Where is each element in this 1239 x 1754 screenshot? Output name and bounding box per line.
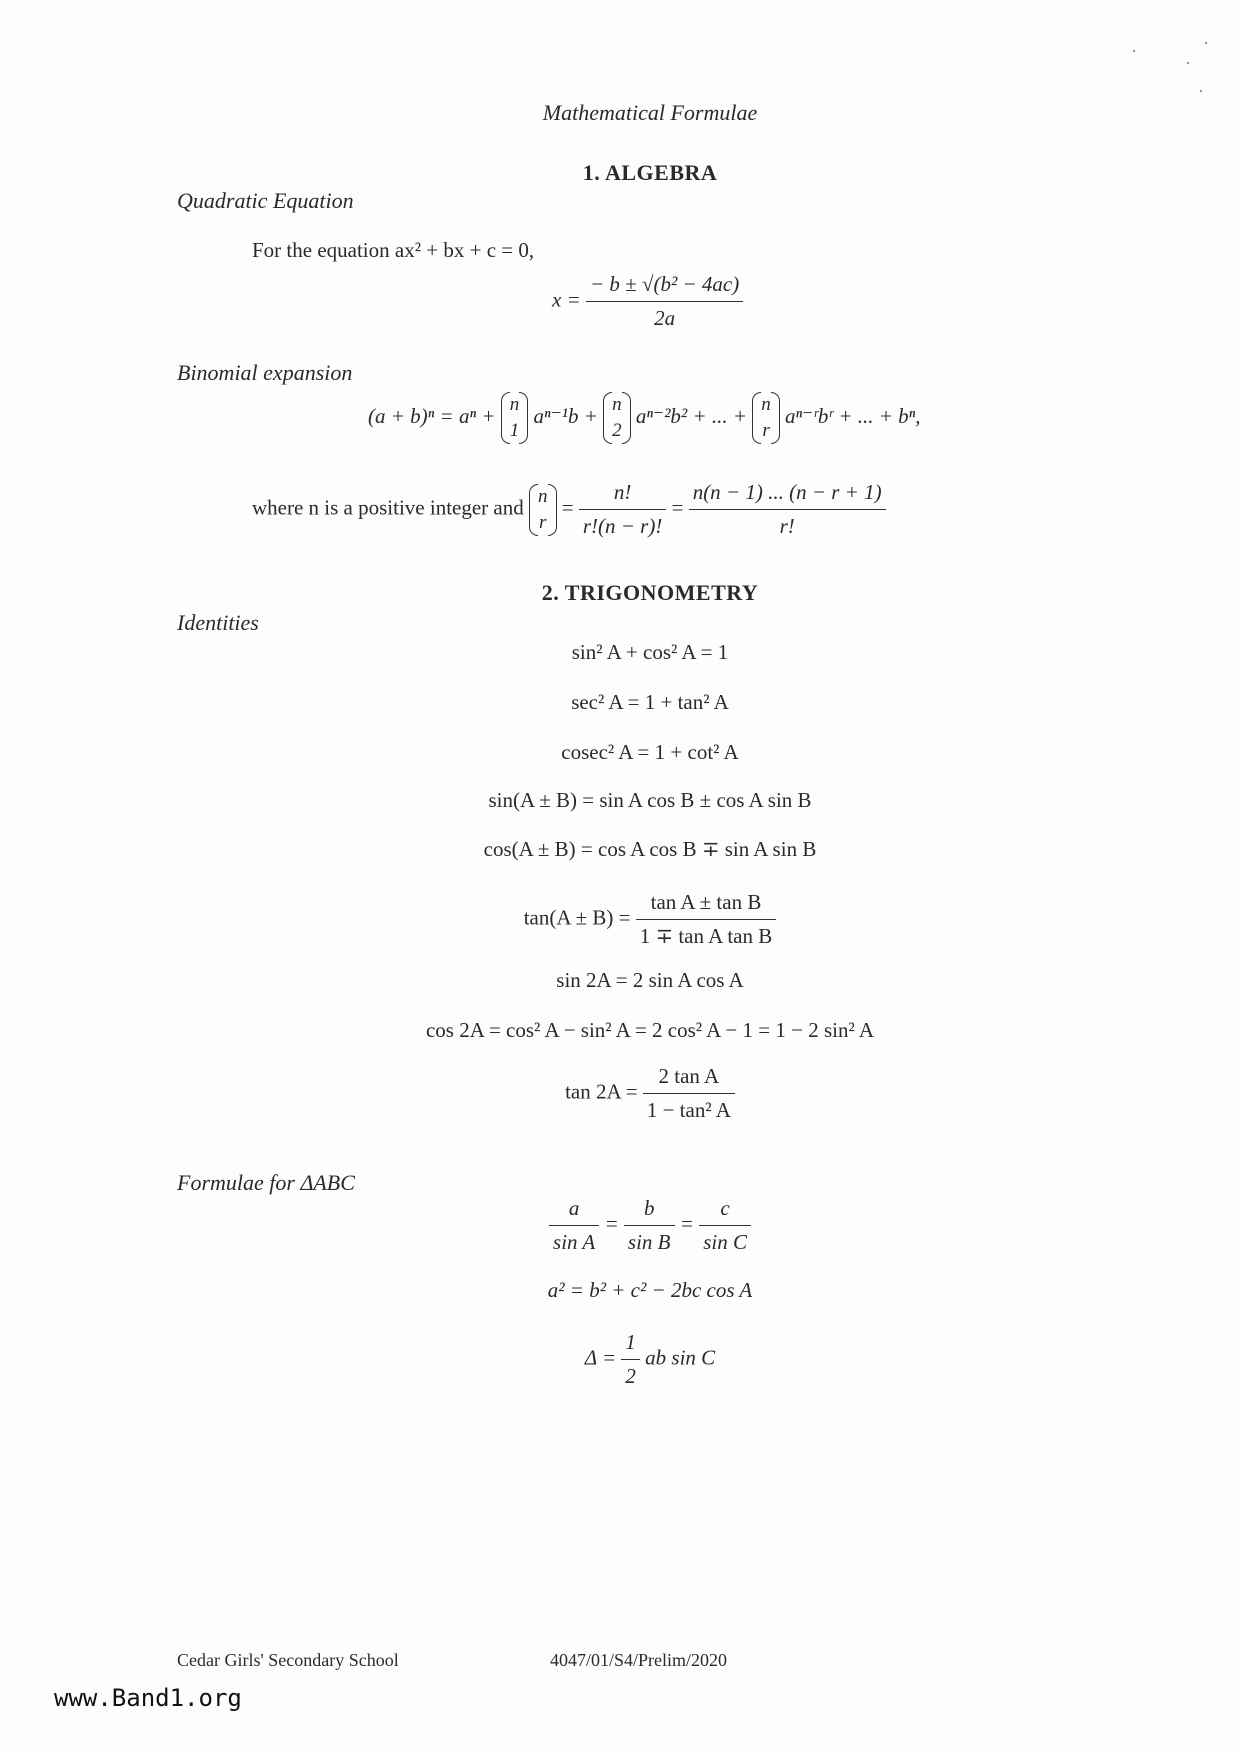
tan-double-fraction [643,1064,735,1123]
factorial-numerator: n! [579,480,667,510]
binomial-expansion [368,392,921,444]
sine-rule [0,1196,1239,1255]
factorial-denominator: r!(n − r)! [582,514,663,538]
identity-sin-double: sin 2A = 2 sin A cos A [556,968,744,992]
quadratic-numerator: − b ± √(b² − 4ac) [586,272,743,302]
footer-code: 4047/01/S4/Prelim/2020 [550,1650,728,1670]
identity-cos-sum: cos(A ± B) = cos A cos B ∓ sin A sin B [483,837,817,861]
tan-double-denominator: 1 − tan² A [646,1098,731,1122]
sine-rule-c [699,1196,751,1255]
footer-school: Cedar Girls' Secondary School [177,1650,399,1670]
tan-double-numerator: 2 tan A [643,1064,735,1094]
product-numerator: n(n − 1) ... (n − r + 1) [689,480,886,510]
binom-top: n [538,485,548,507]
quadratic-lhs: x = [552,287,581,312]
binomial-label: Binomial expansion [177,360,353,385]
binom-bottom: 2 [612,420,622,441]
sine-rule-a [549,1196,599,1255]
identity-tan-double [0,1064,1239,1123]
scan-speck [1187,62,1189,64]
area-half-num: 1 [621,1330,640,1360]
identity-sin-sum: sin(A ± B) = sin A cos B ± cos A sin B [488,788,812,812]
sine-rule-c-num: c [699,1196,751,1226]
equals-sign: = [671,495,684,520]
binom-bottom: 1 [509,420,520,441]
watermark: www.Band1.org [54,1684,242,1712]
triangle-label: Formulae for ΔABC [177,1170,355,1195]
identity-cosec: cosec² A = 1 + cot² A [561,740,739,764]
quadratic-label: Quadratic Equation [177,188,354,213]
tan-sum-fraction [636,890,777,949]
binom-top: n [761,394,771,415]
equals-sign: = [604,1211,619,1236]
quadratic-intro: For the equation ax² + bx + c = 0, [252,238,535,262]
scan-speck [1133,50,1135,52]
identity-tan-sum [0,890,1239,949]
sine-rule-b-den: sin B [627,1230,671,1254]
quadratic-denominator: 2a [654,306,676,330]
identity-sec: sec² A = 1 + tan² A [571,690,729,714]
page-title: Mathematical Formulae [542,100,758,125]
algebra-heading: 1. ALGEBRA [582,160,718,185]
equals-sign: = [679,1211,694,1236]
identities-label: Identities [177,610,259,635]
binom-bottom: r [539,511,547,533]
binomial-term-2: aⁿ⁻²b² + ... + [635,403,748,428]
factorial-fraction [579,480,667,539]
area-lhs: Δ = [584,1345,617,1370]
sine-rule-b-num: b [624,1196,675,1226]
where-text: where n is a positive integer and [252,495,524,520]
binom-bottom: r [762,420,770,441]
scan-speck [1205,42,1207,44]
tan-sum-denominator: 1 ∓ tan A tan B [639,924,773,948]
area-half-den: 2 [625,1364,636,1388]
binom-n-1 [501,392,529,444]
quadratic-fraction [586,272,743,331]
identity-pythagorean: sin² A + cos² A = 1 [571,640,729,664]
sine-rule-a-den: sin A [553,1230,596,1254]
sine-rule-c-den: sin C [703,1230,747,1254]
quadratic-formula [552,272,743,331]
cosine-rule: a² = b² + c² − 2bc cos A [547,1278,753,1302]
triangle-area [0,1330,1239,1389]
binom-n-r [752,392,780,444]
area-half [621,1330,640,1389]
equals-sign: = [561,495,574,520]
binom-top: n [509,394,520,415]
binomial-lhs: (a + b)ⁿ = aⁿ + [368,403,496,428]
product-denominator: r! [779,514,795,538]
identity-cos-double: cos 2A = cos² A − sin² A = 2 cos² A − 1 = 1 − 2 sin² A [425,1018,875,1042]
binomial-term-1: aⁿ⁻¹b + [533,403,598,428]
binomial-term-3: aⁿ⁻ʳbʳ + ... + bⁿ, [785,403,921,428]
binom-n-2 [603,392,631,444]
sine-rule-b [624,1196,675,1255]
area-rhs: ab sin C [645,1345,716,1370]
scan-speck [1200,90,1202,92]
trigonometry-heading: 2. TRIGONOMETRY [541,580,759,605]
binomial-coefficient-definition [252,480,886,539]
product-fraction [689,480,886,539]
tan-sum-lhs: tan(A ± B) = [523,905,631,930]
binom-top: n [612,394,622,415]
tan-sum-numerator: tan A ± tan B [636,890,777,920]
binom-n-r-def [529,484,557,536]
sine-rule-a-num: a [549,1196,599,1226]
tan-double-lhs: tan 2A = [565,1079,638,1104]
